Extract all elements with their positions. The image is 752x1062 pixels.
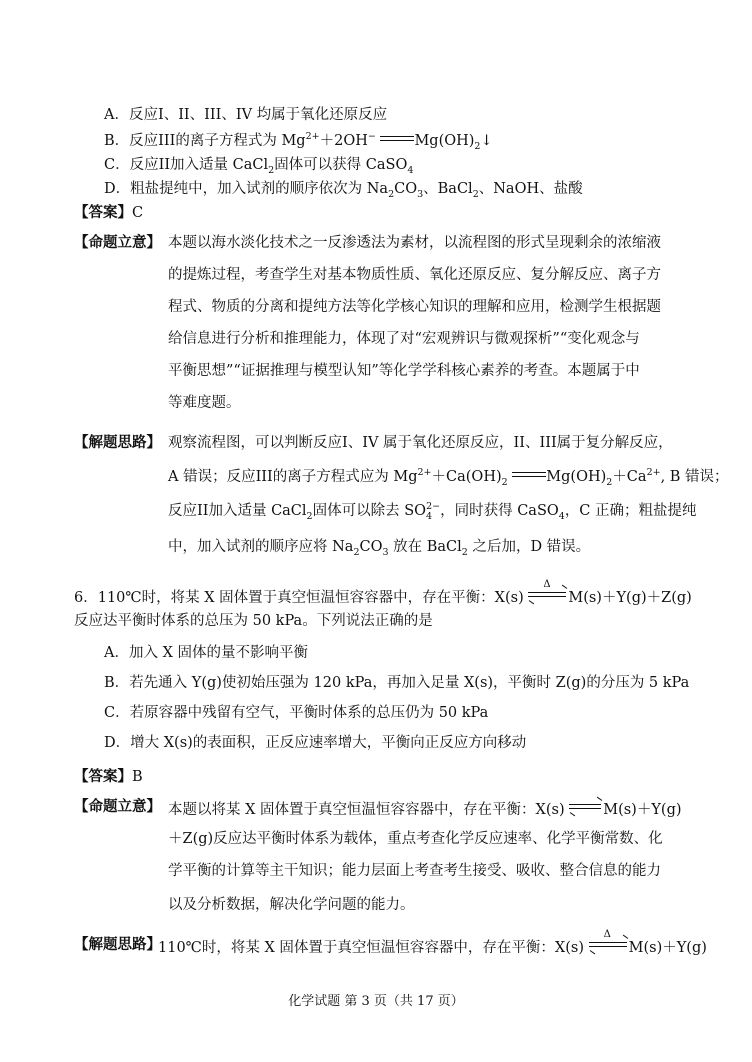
reversible-arrow-icon: Δ: [589, 936, 629, 954]
q5-intent-tag: 【命题立意】: [74, 235, 161, 251]
q5-intent-line: 给信息进行分析和推理能力，体现了对“宏观辨识与微观探析”“变化观念与: [168, 331, 640, 347]
equals-sign-icon: [512, 472, 546, 480]
q5-solve-line: 观察流程图，可以判断反应I、IV 属于氧化还原反应，II、III属于复分解反应，: [168, 435, 673, 451]
q5-solve-tag: 【解题思路】: [74, 435, 161, 451]
q5-intent-line: 程式、物质的分离和提纯方法等化学核心知识的理解和应用，检测学生根据题: [168, 299, 661, 315]
q6-solve-line: 110℃时，将某 X 固体置于真空恒温恒容容器中，存在平衡：X(s) Δ M(s)＋Y(g): [158, 929, 707, 956]
q5-answer: 【答案】C: [74, 205, 144, 221]
q5-solve-line: A 错误；反应III的离子方程式应为 $Mg^{2+}+Ca(OH)_2$ $Mg(OH)_2+Ca^{2+}$, B 错误；: [168, 467, 729, 488]
q5-intent-line: 等难度题。: [168, 395, 241, 411]
equals-sign-icon: [380, 136, 414, 144]
q6-answer: 【答案】B: [74, 769, 143, 785]
q6-option-d: D．增大 X(s)的表面积，正反应速率增大，平衡向正反应方向移动: [104, 735, 527, 751]
q6-intent-line: ＋Z(g)反应达平衡时体系为载体，重点考查化学反应速率、化学平衡常数、化: [168, 831, 663, 847]
q5-option-b: B．反应III的离子方程式为 $Mg^{2+}+2OH^-$ $Mg(OH)_2↓$: [104, 131, 493, 152]
q6-intent-line: 以及分析数据，解决化学问题的能力。: [168, 897, 415, 913]
q5-solve-line: 反应II加入适量 CaCl$_2$固体可以除去 $SO_4^{2-}$，同时获得 CaSO$_4$，C 正确；粗盐提纯: [168, 501, 697, 522]
q6-solve-tag: 【解题思路】: [74, 937, 161, 953]
q5-option-c: C．反应II加入适量 CaCl$_2$固体可以获得 CaSO$_4$: [104, 157, 414, 176]
q5-intent-line: 的提炼过程，考查学生对基本物质性质、氧化还原反应、复分解反应、离子方: [168, 267, 661, 283]
q5-option-a: A．反应I、II、III、IV 均属于氧化还原反应: [104, 107, 388, 123]
page-footer: 化学试题 第 3 页（共 17 页）: [288, 994, 464, 1009]
q5-option-d: D．粗盐提纯中，加入试剂的顺序依次为 $Na_2CO_3$、BaCl$_2$、NaOH、盐酸: [104, 181, 583, 200]
q6-intent-tag: 【命题立意】: [74, 799, 161, 815]
q6-stem-2: 反应达平衡时体系的总压为 50 kPa。下列说法正确的是: [74, 613, 433, 629]
q5-intent-line: 本题以海水淡化技术之一反渗透法为素材，以流程图的形式呈现剩余的浓缩液: [168, 235, 661, 251]
q6-intent-line: 学平衡的计算等主干知识；能力层面上考查考生接受、吸收、整合信息的能力: [168, 863, 661, 879]
q6-option-b: B．若先通入 Y(g)使初始压强为 120 kPa，再加入足量 X(s)，平衡时 Z(g)的分压为 5 kPa: [104, 675, 690, 691]
q5-intent-line: 平衡思想”“证据推理与模型认知”等化学学科核心素养的考查。本题属于中: [168, 363, 640, 379]
q6-option-a: A．加入 X 固体的量不影响平衡: [104, 645, 309, 661]
reversible-arrow-icon: Δ: [528, 586, 568, 604]
q6-intent-line: 本题以将某 X 固体置于真空恒温恒容容器中，存在平衡：X(s) M(s)＋Y(g): [168, 798, 682, 819]
q6-option-c: C．若原容器中残留有空气，平衡时体系的总压仍为 50 kPa: [104, 705, 489, 721]
q6-stem: 6．110℃时，将某 X 固体置于真空恒温恒容容器中，存在平衡：X(s) Δ M(s)＋Y(g)＋Z(g): [74, 579, 692, 606]
q5-solve-line: 中，加入试剂的顺序应将 $Na_2CO_3$ 放在 BaCl$_2$ 之后加，D 错误。: [168, 539, 591, 558]
reversible-arrow-icon: [569, 798, 603, 816]
